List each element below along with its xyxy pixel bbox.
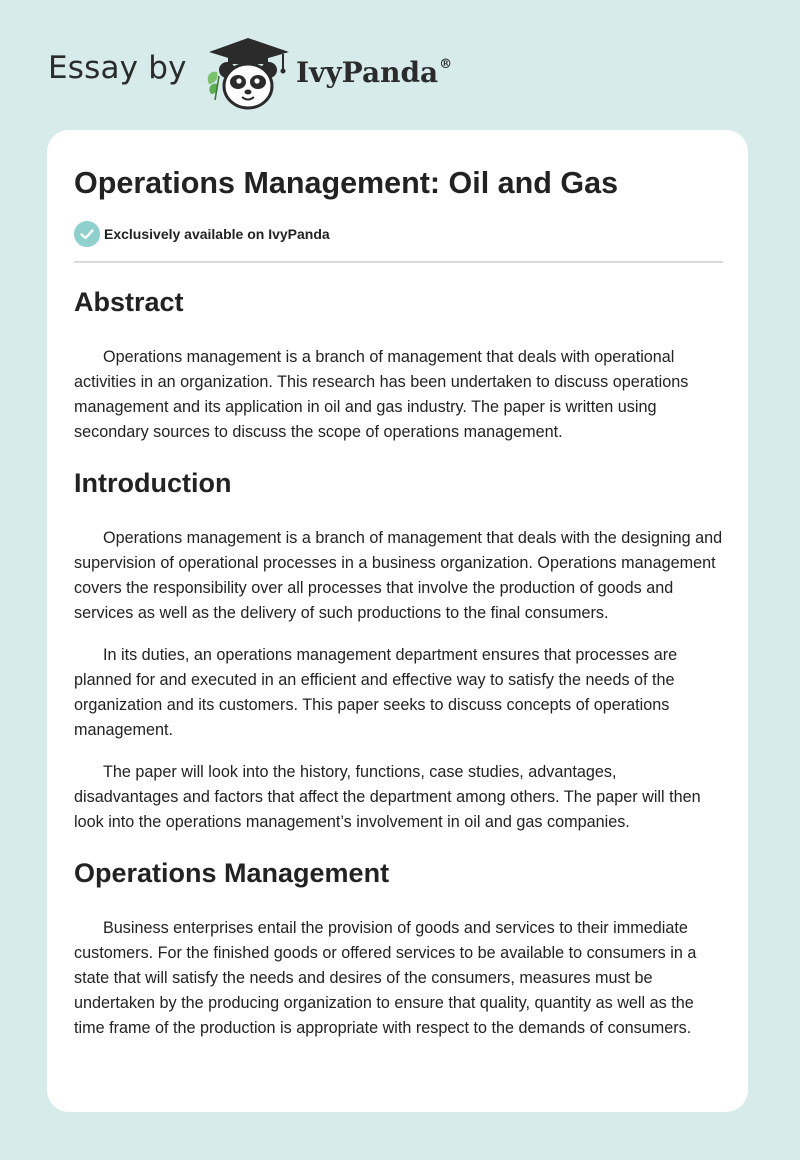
paragraph: Operations management is a branch of management that deals with the designing and supervision of operational processes in a business organization. Operations management covers the responsibility over all processes that involve the production of goods and services as well as the delivery of such productions to the final consumers. [74, 529, 723, 622]
site-header [48, 30, 548, 110]
essay-by-label: Essay by [48, 50, 187, 86]
paragraph: Operations management is a branch of management that deals with operational activities in an organization. This research has been undertaken to discuss operations management and its application in oil and gas industry. The paper is written using secondary sources to discuss the scope of operations management. [74, 348, 689, 441]
ivypanda-logo-icon[interactable] [203, 36, 293, 112]
brand-name[interactable]: IvyPanda® [296, 56, 453, 89]
exclusive-label: Exclusively available on IvyPanda [104, 226, 330, 242]
section-heading: Operations Management [74, 858, 390, 888]
checkmark-icon [74, 221, 100, 247]
paragraph: The paper will look into the history, functions, case studies, advantages, disadvantages and factors that affect the department among others. The paper will then look into the operations management’s involvement in oil and gas companies. [74, 763, 701, 831]
section-heading: Introduction [74, 468, 232, 498]
section-introduction [74, 463, 724, 835]
section-abstract [74, 282, 724, 445]
exclusive-badge [74, 221, 330, 247]
page-title: Operations Management: Oil and Gas [74, 166, 619, 200]
paragraph: Business enterprises entail the provision of goods and services to their immediate customers. For the finished goods or offered services to be available to consumers in a state that will satisfy the needs and desires of the consumers, measures must be undertaken by the producing organization to ensure that quality, quantity as well as the time frame of the production is appropriate with respect to the demands of consumers. [74, 919, 697, 1037]
essay-body [74, 282, 724, 1059]
section-operations-management [74, 853, 724, 1041]
section-heading: Abstract [74, 287, 184, 317]
paragraph: In its duties, an operations management department ensures that processes are planned for and executed in an efficient and effective way to satisfy the needs of the organization and its customers. This paper seeks to discuss concepts of operations management. [74, 646, 678, 739]
title-divider [74, 261, 723, 263]
essay-card [47, 130, 748, 1112]
